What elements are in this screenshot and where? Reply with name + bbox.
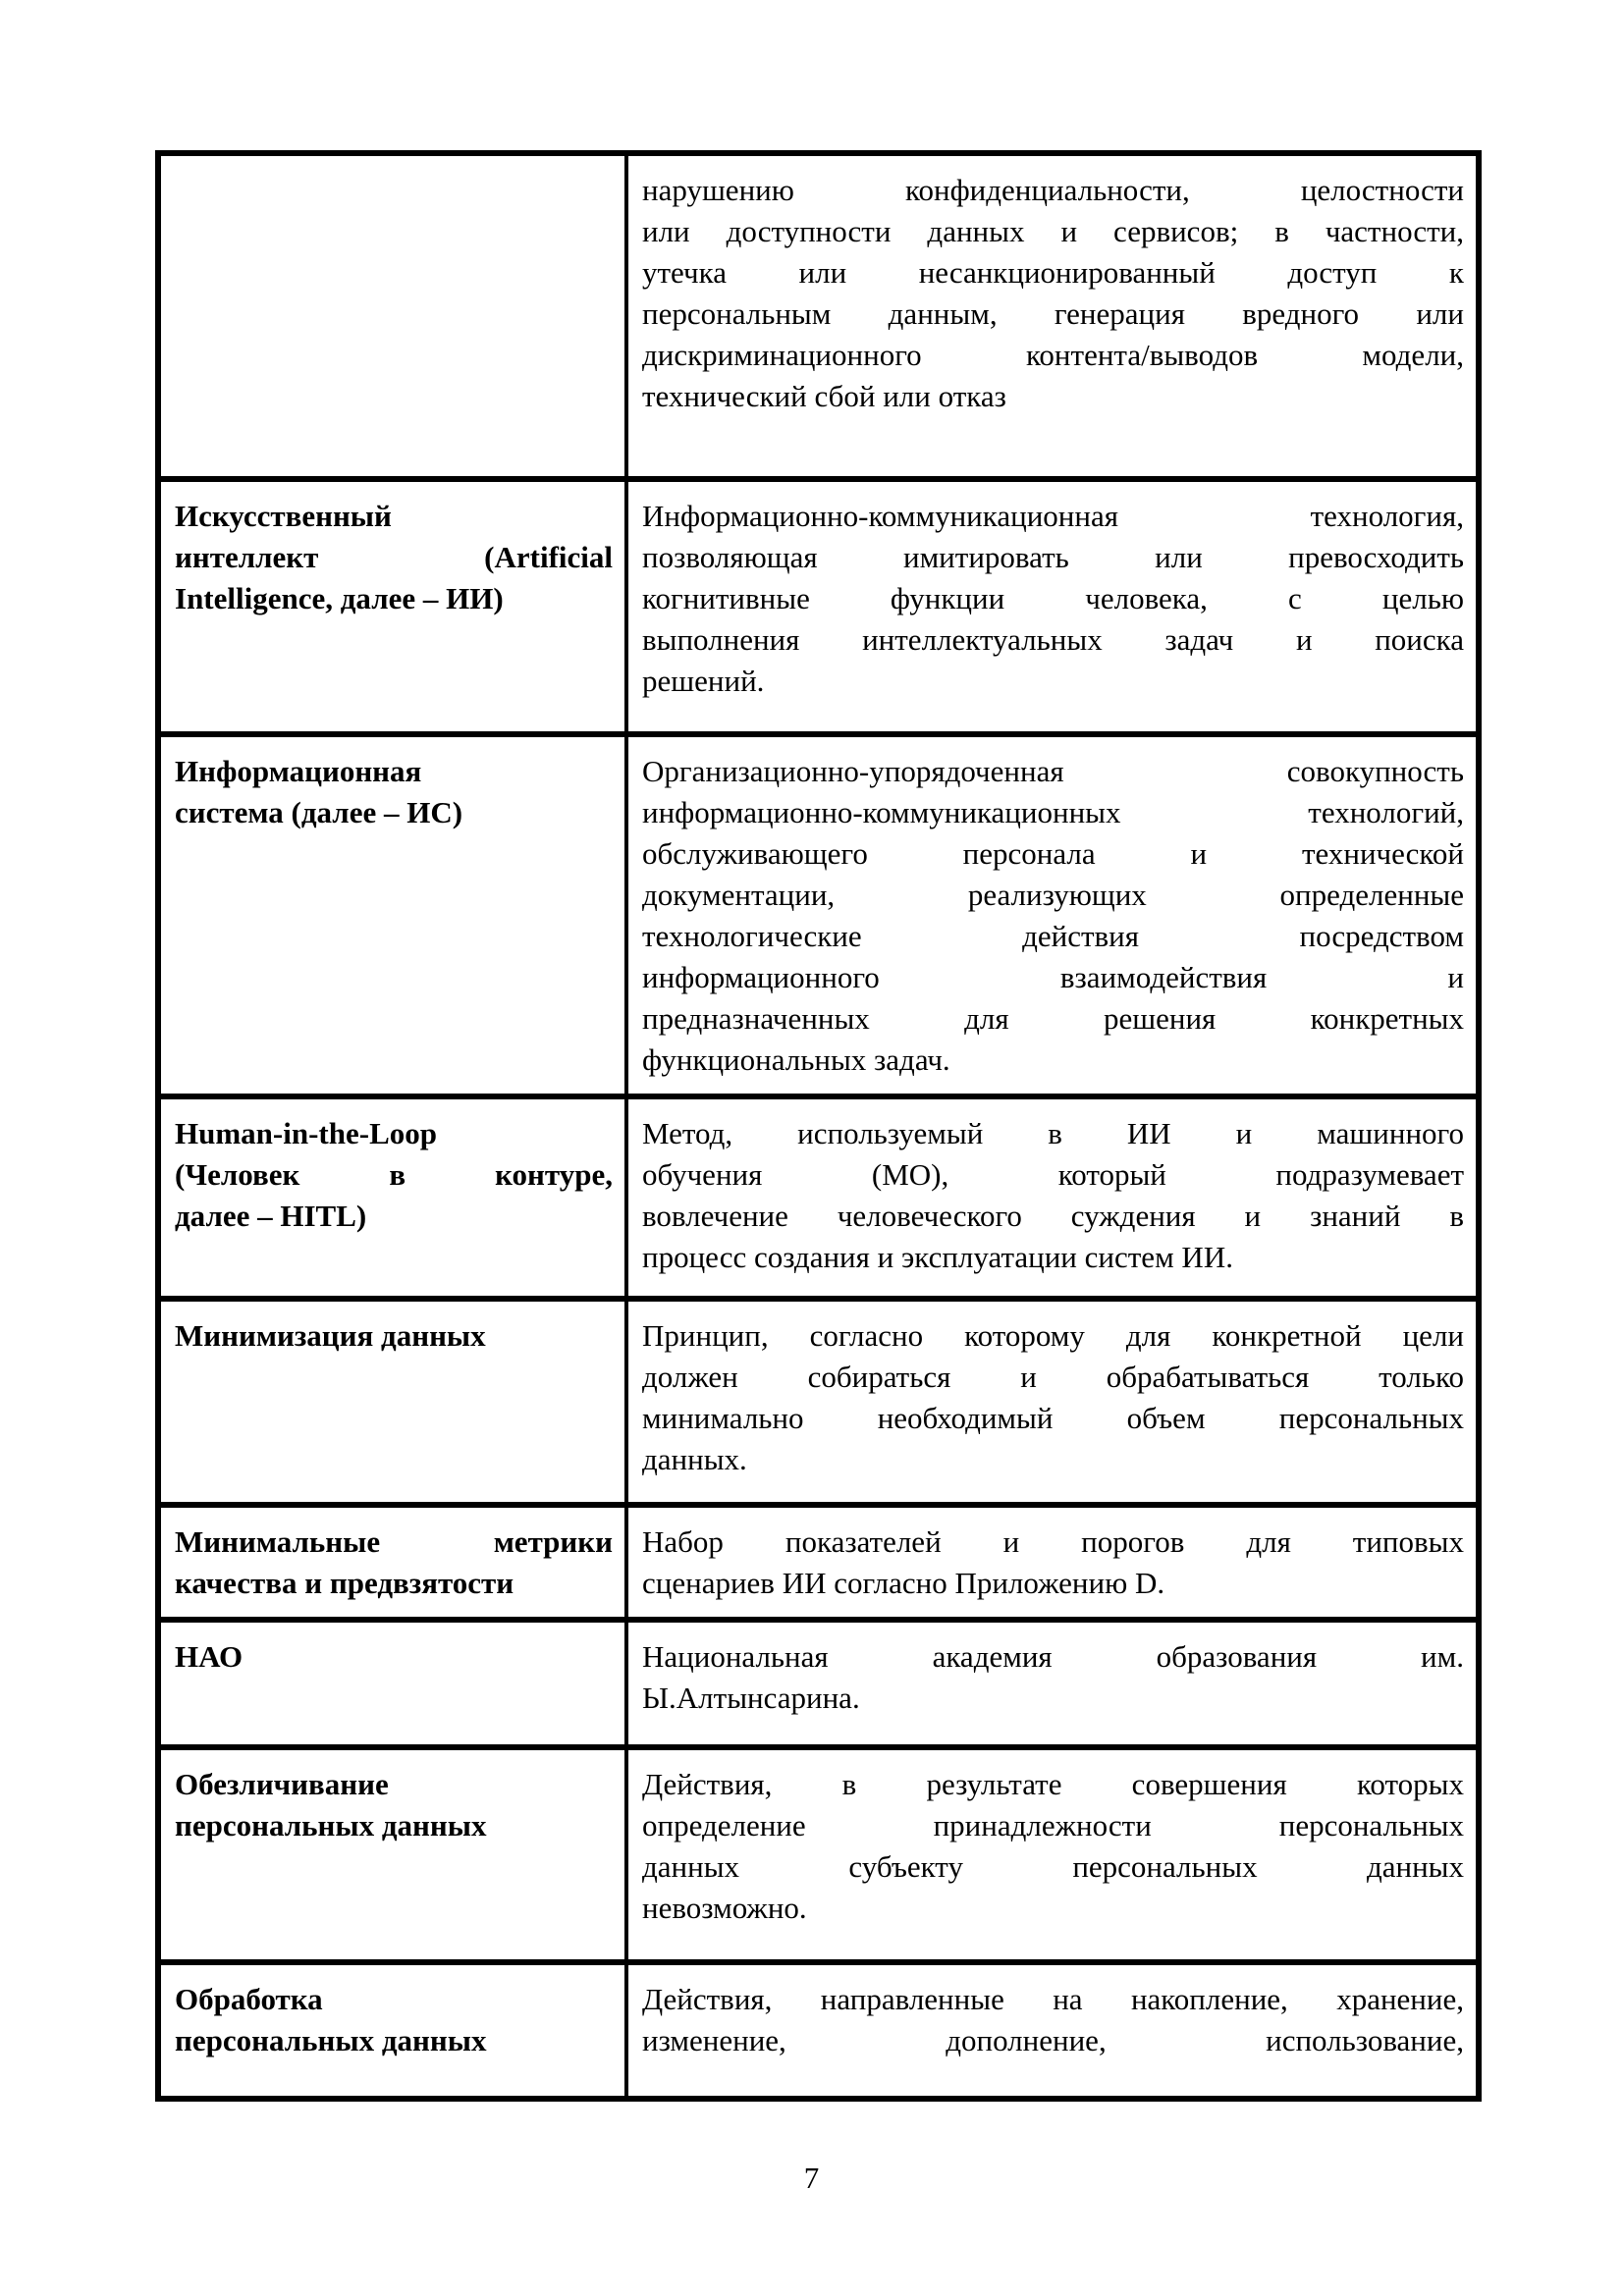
text-line: система (далее – ИС) [175,795,463,829]
text-line: определение принадлежности персональных [642,1808,1464,1842]
term-cell [158,1505,626,1620]
text-line: Обработка [175,1982,323,2016]
text-line: качества и предвзятости [175,1566,514,1600]
text-line: технический сбой или отказ [642,379,1006,413]
term-cell [158,1962,626,2099]
text-line: нарушению конфиденциальности, целостности [642,173,1464,207]
text-line: Информационная [175,754,422,788]
definition-cell [626,1620,1479,1747]
text-line: Принцип, согласно которому для конкретной цели [642,1318,1464,1353]
text-line: интеллект (Artificial [175,540,613,574]
text-line: информационного взаимодействия и [642,960,1464,994]
term-cell [158,153,626,479]
definition-cell [626,479,1479,734]
text-line: персональным данным, генерация вредного или [642,296,1464,331]
text-line: (Человек в контуре, [175,1157,613,1192]
term-cell [158,1299,626,1505]
text-line: Набор показателей и порогов для типовых [642,1524,1464,1559]
text-line: утечка или несанкционированный доступ к [642,255,1464,290]
text-line: минимально необходимый объем персональных [642,1401,1464,1435]
definition-cell [626,1096,1479,1299]
text-line: дискриминационного контента/выводов модели, [642,338,1464,372]
term-cell [158,1620,626,1747]
text-line: НАО [175,1639,243,1674]
text-line: персональных данных [175,1808,487,1842]
text-line: далее – HITL) [175,1199,367,1233]
text-line: вовлечение человеческого суждения и знаний в [642,1199,1464,1233]
text-line: Действия, в результате совершения которых [642,1767,1464,1801]
text-line: Минимальные метрики [175,1524,613,1559]
definition-cell [626,1747,1479,1962]
term-cell [158,479,626,734]
text-line: или доступности данных и сервисов; в частности, [642,214,1464,248]
table-row [158,1747,1479,1962]
text-line: Организационно-упорядоченная совокупность [642,754,1464,788]
table-row [158,1962,1479,2099]
text-line: изменение, дополнение, использование, [642,2023,1464,2057]
text-line: Обезличивание [175,1767,389,1801]
text-line: Human-in-the-Loop [175,1116,437,1150]
text-line: предназначенных для решения конкретных [642,1001,1464,1036]
text-line: информационно-коммуникационных технологий, [642,795,1464,829]
text-line: когнитивные функции человека, с целью [642,581,1464,615]
text-line: сценариев ИИ согласно Приложению D. [642,1566,1165,1600]
table-row [158,1096,1479,1299]
text-line: решений. [642,664,765,698]
text-line: процесс создания и эксплуатации систем ИИ. [642,1240,1233,1274]
definition-cell [626,1505,1479,1620]
table-row [158,1299,1479,1505]
table-row [158,1505,1479,1620]
definition-cell [626,153,1479,479]
text-line: функциональных задач. [642,1042,950,1077]
text-line: персональных данных [175,2023,487,2057]
text-line: невозможно. [642,1891,807,1925]
table-row [158,1620,1479,1747]
text-line: должен собираться и обрабатываться только [642,1360,1464,1394]
text-line: обслуживающего персонала и технической [642,836,1464,871]
text-line: данных. [642,1442,747,1476]
definition-cell [626,1962,1479,2099]
text-line: выполнения интеллектуальных задач и поиска [642,622,1464,657]
term-cell [158,1747,626,1962]
definition-cell [626,1299,1479,1505]
text-line: Национальная академия образования им. [642,1639,1464,1674]
table-row [158,153,1479,479]
definitions-table-body [158,153,1479,2099]
text-line: данных субъекту персональных данных [642,1849,1464,1884]
text-line: Минимизация данных [175,1318,486,1353]
text-line: обучения (МО), который подразумевает [642,1157,1464,1192]
term-cell [158,1096,626,1299]
table-row [158,479,1479,734]
text-line: документации, реализующих определенные [642,878,1464,912]
text-line: Intelligence, далее – ИИ) [175,581,504,615]
text-line: позволяющая имитировать или превосходить [642,540,1464,574]
text-line: Искусственный [175,499,392,533]
text-line: технологические действия посредством [642,919,1464,953]
definitions-table [155,150,1482,2102]
text-line: Метод, используемый в ИИ и машинного [642,1116,1464,1150]
term-cell [158,734,626,1096]
text-line: Информационно-коммуникационная технология, [642,499,1464,533]
text-line: Ы.Алтынсарина. [642,1681,860,1715]
text-line: Действия, направленные на накопление, хранение, [642,1982,1464,2016]
page-number: 7 [803,2161,820,2195]
definition-cell [626,734,1479,1096]
table-row [158,734,1479,1096]
